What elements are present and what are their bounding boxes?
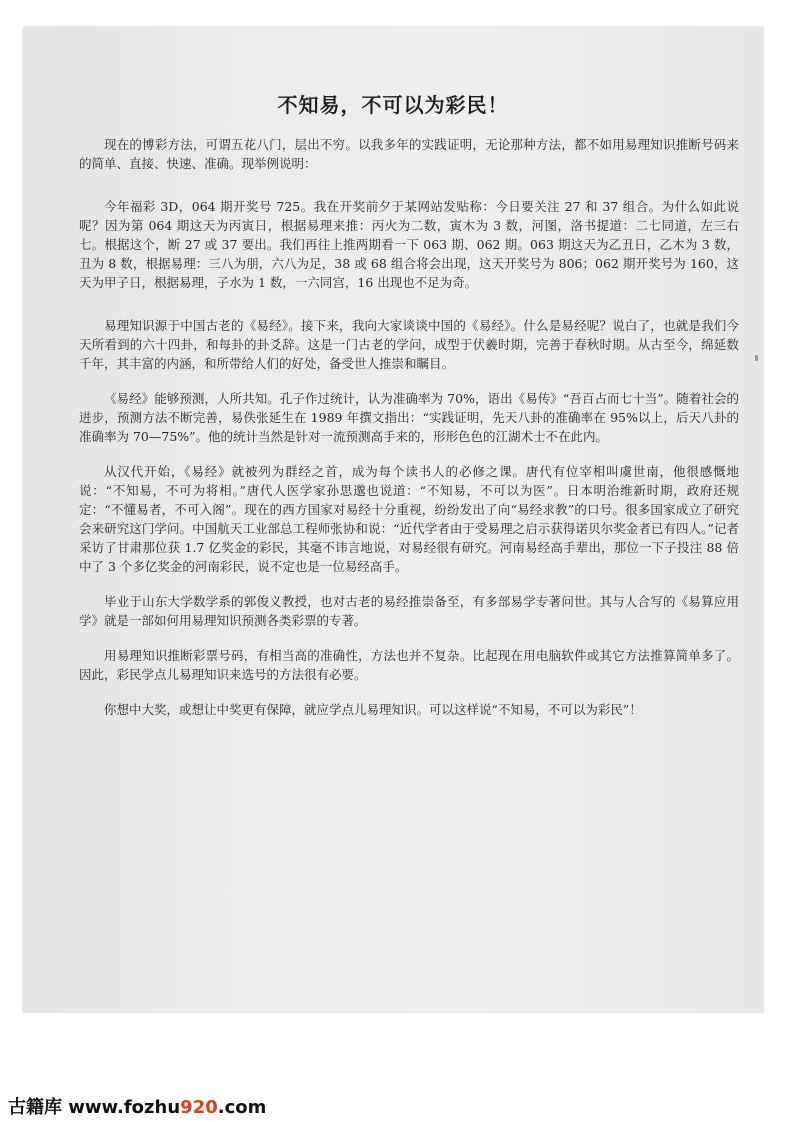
paragraph-method: 用易理知识推断彩票号码，有相当高的准确性，方法也并不复杂。比起现在用电脑软件或其它方法推算简单多了。因此，彩民学点儿易理知识来选号的方法很有必要。: [79, 648, 739, 682]
document-title: 不知易，不可以为彩民！: [277, 93, 509, 117]
url-accent: 920: [180, 1097, 218, 1118]
site-footer: [8, 1093, 266, 1119]
site-name: 古籍库: [8, 1097, 62, 1118]
scanned-page: [23, 27, 763, 1012]
scan-mark: [755, 355, 758, 361]
paragraph-conclusion: 你想中大奖，或想让中奖更有保障，就应学点儿易理知识。可以这样说“不知易，不可以为彩民”！: [104, 702, 642, 717]
paragraph-example: 今年福彩 3D，064 期开奖号 725。我在开奖前夕于某网站发贴称：今日要关注 27 和 37 组合。为什么如此说呢？因为第 064 期这天为丙寅日，根据易理来推：丙火为二数，寅木为 3 数，河图，洛书提道：二七同道，左三右七。根据这个，断 27 或 37 要出。我们再往上推两期看一下 063 期、062 期。063 期这天为乙丑日，乙木为 3 数，丑为 8 数，根据易理：三八为朋，六八为足，38 或 68 组合将会出现，这天开奖号为 806；062 期开奖号为 160，这天为甲子日，根据易理，子水为 1 数，一六同宫，16 出现也不足为奇。: [79, 199, 739, 290]
url-prefix: www.fozhu: [68, 1097, 181, 1118]
paragraph-professor: 毕业于山东大学数学系的郭俊义教授，也对古老的易经推崇备至，有多部易学专著问世。其与人合写的《易算应用学》就是一部如何用易理知识预测各类彩票的专著。: [79, 594, 739, 628]
url-suffix: .com: [217, 1097, 267, 1118]
paragraph-history: 从汉代开始，《易经》就被列为群经之首，成为每个读书人的必修之课。唐代有位宰相叫虞世南，他很感慨地说：“不知易，不可为将相。”唐代人医学家孙思邈也说道：“不知易，不可以为医”。日本明治维新时期，政府还规定：“不懂易者，不可入阁”。现在的西方国家对易经十分重视，纷纷发出了向“易经求教”的口号。很多国家成立了研究会来研究这门学问。中国航天工业部总工程师张协和说：“近代学者由于受易理之启示获得诺贝尔奖金者已有四人。”记者采访了甘肃那位获 1.7 亿奖金的彩民，其毫不讳言地说，对易经很有研究。河南易经高手辈出，那位一下子投注 88 倍中了 3 个多亿奖金的河南彩民，说不定也是一位易经高手。: [79, 464, 739, 574]
paragraph-prediction-accuracy: 《易经》能够预测，人所共知。孔子作过统计，认为准确率为 70%，语出《易传》“吾百占而七十当”。随着社会的进步，预测方法不断完善，易佚张延生在 1989 年撰文指出：“实践证明，先天八卦的准确率在 95%以上，后天八卦的准确率为 70—75%”。他的统计当然是针对一流预测高手来的，形形色色的江湖术士不在此内。: [79, 391, 739, 444]
paragraph-intro: 现在的博彩方法，可谓五花八门，层出不穷。以我多年的实践证明，无论那种方法，都不如用易理知识推断号码来的简单、直接、快速、准确。现举例说明：: [79, 137, 739, 171]
site-url[interactable]: [68, 1097, 266, 1118]
paragraph-yijing-origin: 易理知识源于中国古老的《易经》。接下来，我向大家谈谈中国的《易经》。什么是易经呢？说白了，也就是我们今天所看到的六十四卦，和每卦的卦爻辞。这是一门古老的学问，成型于伏羲时期，完善于春秋时期。从古至今，绵延数千年，其丰富的内涵，和所带给人们的好处，备受世人推崇和瞩目。: [79, 318, 739, 371]
document-body: [79, 135, 739, 735]
